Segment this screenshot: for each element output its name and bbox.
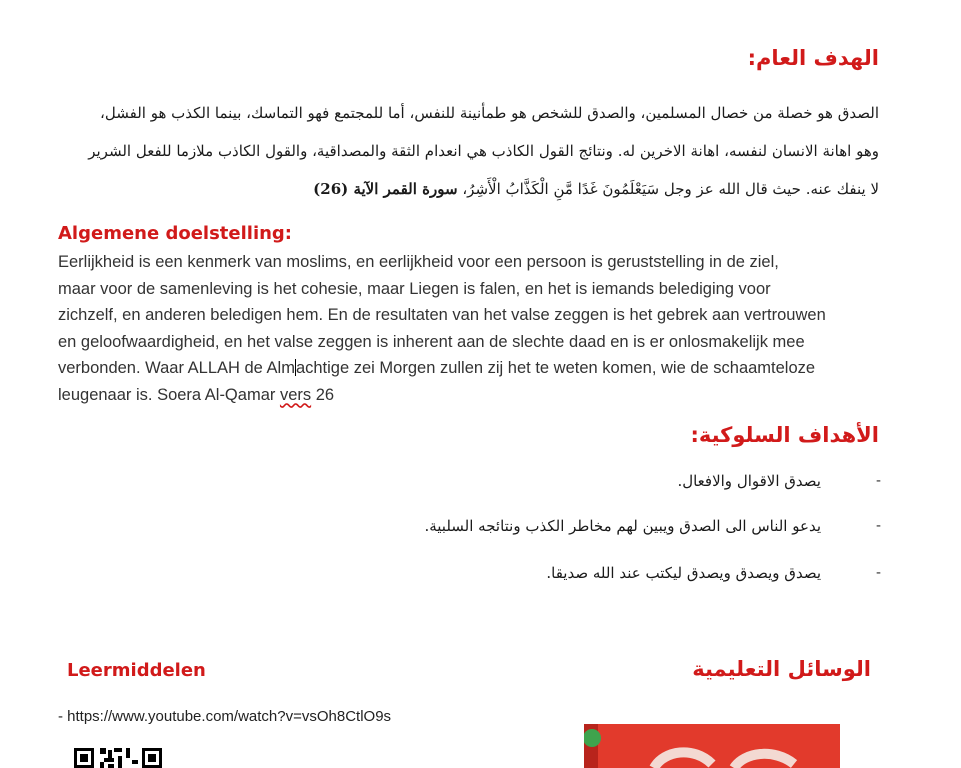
nl-line-5 [58, 355, 880, 382]
nl-line-6 [58, 382, 880, 409]
general-goal-paragraph-nl [58, 249, 880, 408]
nl-line-6-c: 26 [311, 385, 335, 404]
general-goal-line-3-text: لا ينفك عنه. حيث قال الله عز وجل سَيَعْلَمُونَ غَدًا مَّنِ الْكَذَّابُ الْأَشِرُ، [462, 180, 879, 198]
behavioral-goals-list [400, 470, 885, 590]
behavioral-goal-3: يصدق ويصدق ويصدق ليكتب عند الله صديقا. [546, 564, 821, 582]
nl-line-2: maar voor de samenleving is het cohesie, maar Liegen is falen, en het is iemands belediging voor [58, 279, 771, 298]
general-goal-paragraph-ar [49, 94, 879, 208]
nl-line-5-b: achtige zei Morgen zullen zij het te weten komen, wie de schaamteloze [295, 359, 816, 377]
list-item [400, 470, 885, 500]
nl-line-1: Eerlijkheid is een kenmerk van moslims, en eerlijkheid voor een persoon is geruststelling in de ziel, [58, 253, 779, 271]
list-item [400, 562, 885, 592]
spellcheck-word[interactable]: vers [279, 385, 312, 404]
list-item [400, 515, 885, 545]
general-goal-heading-ar: الهدف العام: [747, 46, 879, 70]
bullet-dash: - [876, 564, 881, 581]
resources-heading-ar: الوسائل التعليمية [692, 657, 871, 681]
bullet-dash: - [876, 517, 881, 534]
general-goal-line-2: وهو اهانة الانسان لنفسه، اهانة الاخرين له. ونتائج القول الكاذب هي انعدام الثقة والمصداقية، والقول الكاذب ملازما للفعل الشرير [88, 142, 879, 160]
general-goal-heading-nl: Algemene doelstelling: [58, 223, 293, 244]
qr-code [74, 748, 162, 768]
nl-line-5-a: verbonden. Waar ALLAH de Alm [58, 359, 295, 377]
general-goal-line-1: الصدق هو خصلة من خصال المسلمين، والصدق للشخص هو طمأنينة للنفس، أما للمجتمع فهو التماسك، بينما الكذب هو الفشل، [100, 104, 879, 122]
general-goal-line-3 [49, 170, 879, 208]
resources-heading-nl: Leermiddelen [67, 660, 206, 681]
nl-line-3: zichzelf, en anderen beledigen hem. En de resultaten van het valse zeggen is het gebrek aan vertrouwen [58, 306, 826, 324]
behavioral-goal-1: يصدق الاقوال والافعال. [677, 472, 821, 490]
bullet-dash: - [876, 472, 881, 489]
behavioral-goals-heading-ar: الأهداف السلوكية: [690, 423, 879, 447]
nl-line-6-a: leugenaar is. Soera Al-Qamar [58, 385, 280, 404]
nl-line-4: en geloofwaardigheid, en het valse zeggen is inherent aan de slechte daad en is er onlosmakelijk mee [58, 332, 805, 351]
lesson-image-art [584, 724, 840, 768]
surah-reference-ar: سورة القمر الآية (26) [313, 180, 458, 198]
lesson-image [584, 724, 840, 768]
behavioral-goal-2: يدعو الناس الى الصدق ويبين لهم مخاطر الكذب ونتائجه السلبية. [424, 517, 821, 535]
youtube-link[interactable]: - https://www.youtube.com/watch?v=vsOh8CtlO9s [58, 708, 392, 725]
